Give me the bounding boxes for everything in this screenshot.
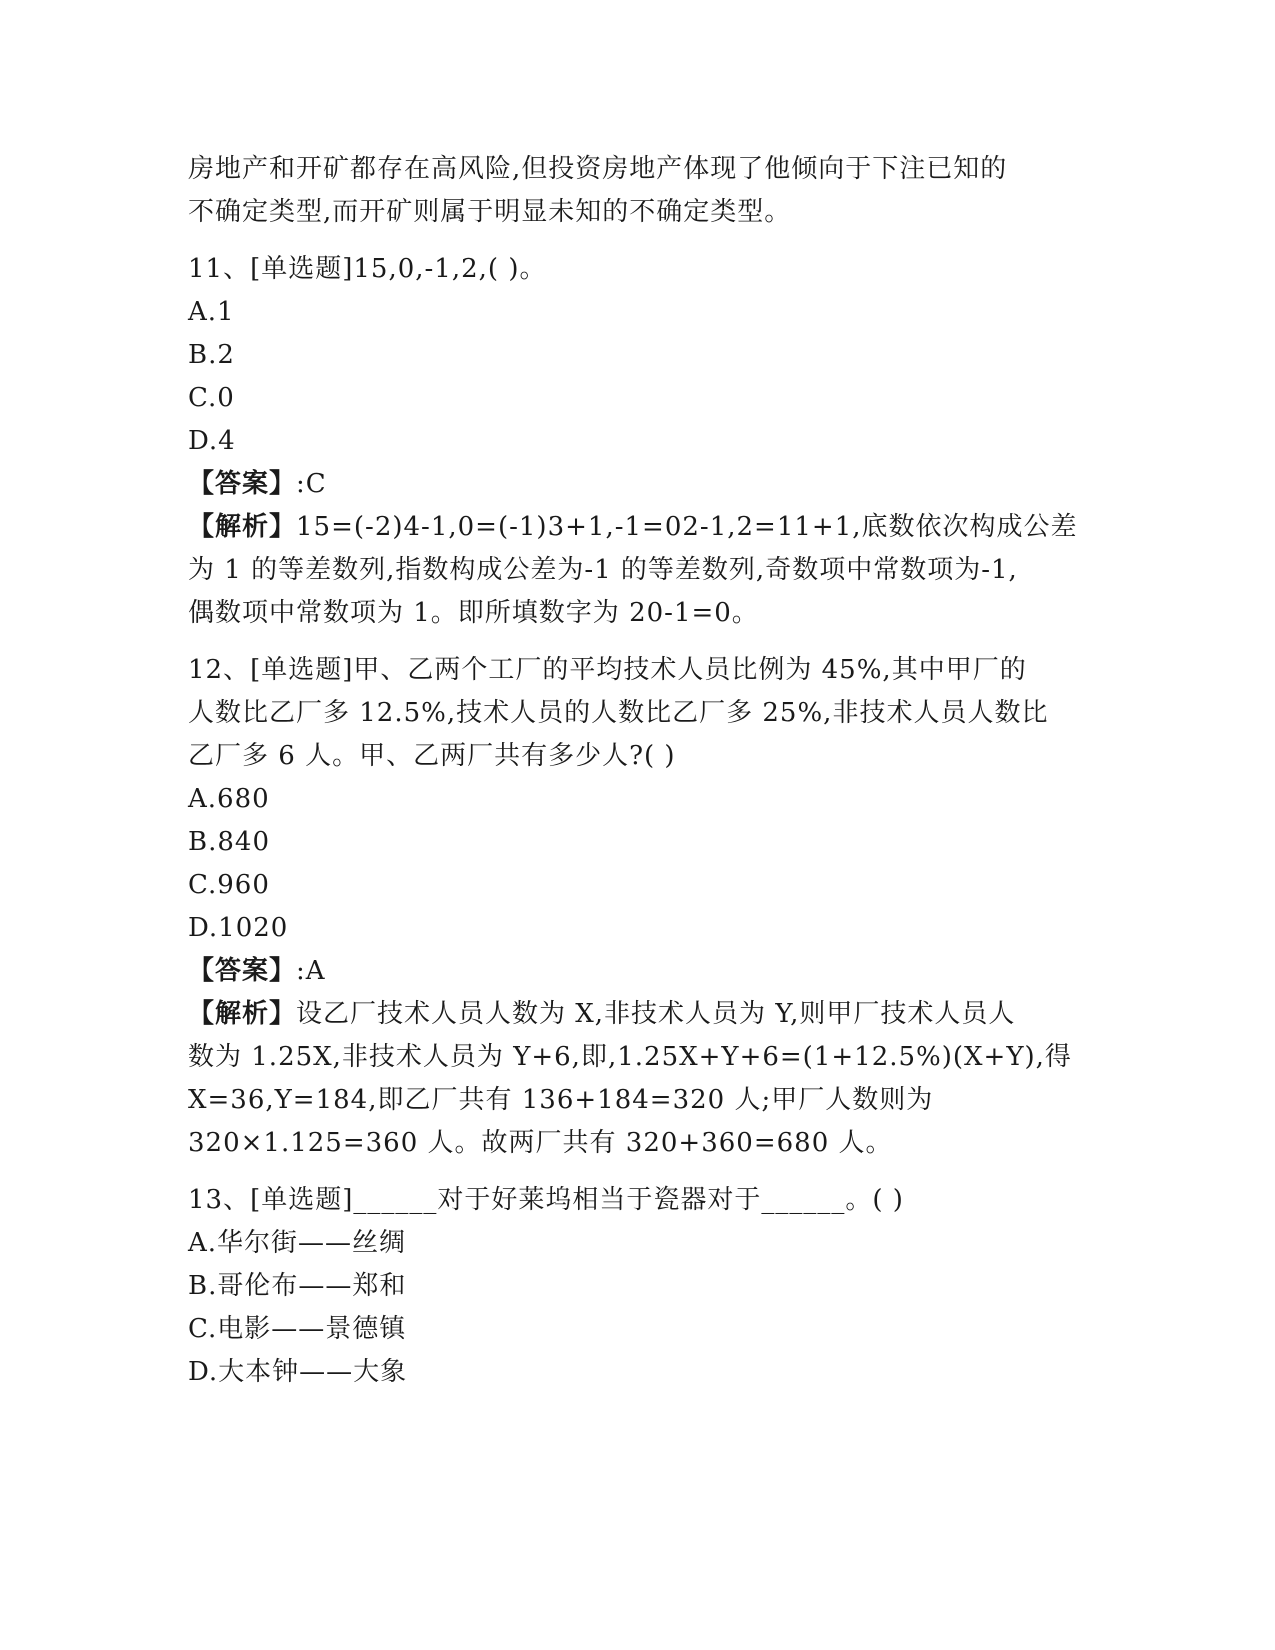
- q12-analysis-line-1: [188, 993, 1088, 1036]
- q11-answer: [188, 463, 1088, 506]
- intro-line-1: 房地产和开矿都存在高风险,但投资房地产体现了他倾向于下注已知的: [188, 154, 1008, 184]
- q12-analysis-line-4: 320×1.125=360 人。故两厂共有 320+360=680 人。: [188, 1128, 893, 1158]
- q11-option-b: B.2: [188, 340, 235, 370]
- q11-analysis-line-2: 为 1 的等差数列,指数构成公差为-1 的等差数列,奇数项中常数项为-1,: [188, 555, 1018, 585]
- q11-analysis-line-3: 偶数项中常数项为 1。即所填数字为 20-1=0。: [188, 598, 759, 628]
- q12-answer-value: :A: [296, 956, 326, 986]
- q12-analysis-label: 【解析】: [188, 999, 297, 1029]
- q11-option-d: D.4: [188, 426, 236, 456]
- q12-stem-line-2: 人数比乙厂多 12.5%,技术人员的人数比乙厂多 25%,非技术人员人数比: [188, 698, 1049, 728]
- q12-analysis-line-3: X=36,Y=184,即乙厂共有 136+184=320 人;甲厂人数则为: [188, 1085, 934, 1115]
- q12-stem-line-1: 12、[单选题]甲、乙两个工厂的平均技术人员比例为 45%,其中甲厂的: [188, 655, 1027, 685]
- q12-option-d: D.1020: [188, 913, 289, 943]
- q13-option-a: A.华尔街——丝绸: [188, 1228, 407, 1258]
- q11-stem: 11、[单选题]15,0,-1,2,( )。: [188, 254, 547, 284]
- q11-analysis-label: 【解析】: [188, 512, 297, 542]
- q13-stem: 13、[单选题]______对于好莱坞相当于瓷器对于______。( ): [188, 1185, 904, 1215]
- q12-stem-line-3: 乙厂多 6 人。甲、乙两厂共有多少人?( ): [188, 741, 676, 771]
- q12-option-a: A.680: [188, 784, 270, 814]
- q12-answer-label: 【答案】: [188, 956, 297, 986]
- q11-option-a: A.1: [188, 297, 235, 327]
- q11-answer-value: :C: [296, 469, 327, 499]
- document-page: [188, 148, 1088, 1394]
- q12-option-b: B.840: [188, 827, 270, 857]
- q12-analysis-text-1: 设乙厂技术人员人数为 X,非技术人员为 Y,则甲厂技术人员人: [296, 999, 1016, 1029]
- q11-answer-label: 【答案】: [188, 469, 297, 499]
- q11-analysis-line-1: [188, 506, 1088, 549]
- q11-option-c: C.0: [188, 383, 235, 413]
- q13-option-c: C.电影——景德镇: [188, 1314, 407, 1344]
- intro-line-2: 不确定类型,而开矿则属于明显未知的不确定类型。: [188, 197, 792, 227]
- q13-option-b: B.哥伦布——郑和: [188, 1271, 407, 1301]
- q11-analysis-text-1: 15=(-2)4-1,0=(-1)3+1,-1=02-1,2=11+1,底数依次构成公差: [296, 512, 1078, 542]
- q12-analysis-line-2: 数为 1.25X,非技术人员为 Y+6,即,1.25X+Y+6=(1+12.5%)(X+Y),得: [188, 1042, 1072, 1072]
- q12-option-c: C.960: [188, 870, 270, 900]
- q12-answer: [188, 950, 1088, 993]
- q13-option-d: D.大本钟——大象: [188, 1357, 408, 1387]
